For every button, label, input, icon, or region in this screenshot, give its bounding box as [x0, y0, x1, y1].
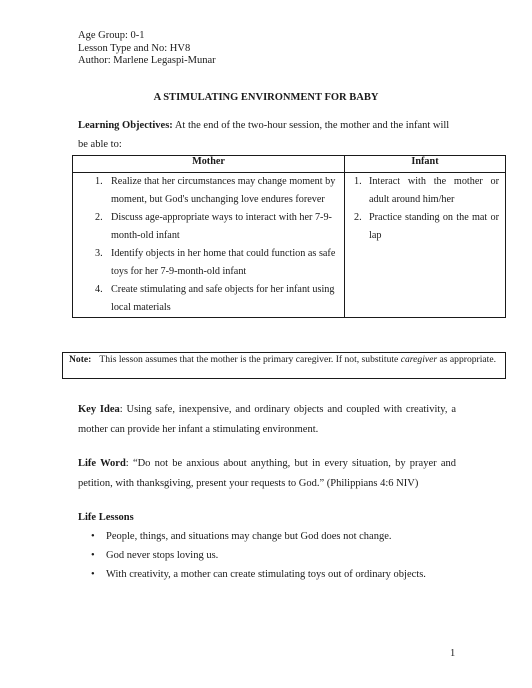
age-group: Age Group: 0-1 [78, 30, 145, 41]
objectives-label: Learning Objectives: [78, 120, 173, 131]
learning-objectives [78, 116, 458, 154]
list-item: 1. Interact with the mother or adult around him/her [354, 176, 499, 205]
list-item: 2. Practice standing on the mat or lap [354, 212, 499, 241]
life-word-label: Life Word [78, 458, 126, 469]
list-item: 3. Identify objects in her home that could function as safe toys for her 7-9-month-old infant [95, 248, 336, 277]
infant-cell [345, 173, 506, 318]
list-item: 2. Discuss age-appropriate ways to interact with her 7-9-month-old infant [95, 212, 332, 241]
lesson-title: A STIMULATING ENVIRONMENT FOR BABY [153, 92, 379, 103]
bullet-icon: • [91, 569, 95, 580]
bullet-icon: • [91, 531, 95, 542]
life-lessons-title: Life Lessons [78, 512, 134, 523]
mother-header: Mother [73, 156, 345, 173]
key-idea-label: Key Idea [78, 404, 120, 415]
note-label: Note: [69, 354, 92, 365]
objectives-text: At the end of the two-hour session, the mother and the infant will be able to: [78, 120, 450, 150]
note-box: Note: This lesson assumes that the mother is the primary caregiver. If not, substitute caregiver as appropriate. [62, 352, 506, 379]
lesson-type: Lesson Type and No: HV8 [78, 42, 191, 54]
bullet-icon: • [91, 550, 95, 561]
objectives-table [72, 155, 506, 318]
note-emphasis: caregiver [400, 354, 438, 365]
list-item: • With creativity, a mother can create stimulating toys out of ordinary objects. [78, 565, 426, 584]
list-item: • People, things, and situations may change but God does not change. [78, 527, 426, 546]
mother-objectives [73, 173, 344, 317]
life-lessons-list [78, 527, 426, 584]
list-item: 1. Realize that her circumstances may change moment by moment, but God's unchanging love endures forever [95, 176, 336, 205]
page-number: 1 [450, 648, 456, 659]
infant-objectives [345, 173, 505, 245]
document-header [78, 30, 216, 68]
list-item: • God never stops loving us. [78, 546, 426, 565]
infant-header: Infant [345, 156, 506, 173]
life-word: Life Word: “Do not be anxious about anything, but in every situation, by prayer and petition, with thanksgiving, present your requests to God.” (Philippians 4:6 NIV) [78, 458, 456, 489]
mother-cell [73, 173, 345, 318]
list-item: 4. Create stimulating and safe objects for her infant using local materials [95, 284, 335, 313]
author: Author: Marlene Legaspi-Munar [78, 55, 216, 66]
key-idea: Key Idea: Using safe, inexpensive, and ordinary objects and coupled with creativity, a mother can provide her infant a stimulating environment. [78, 404, 456, 435]
